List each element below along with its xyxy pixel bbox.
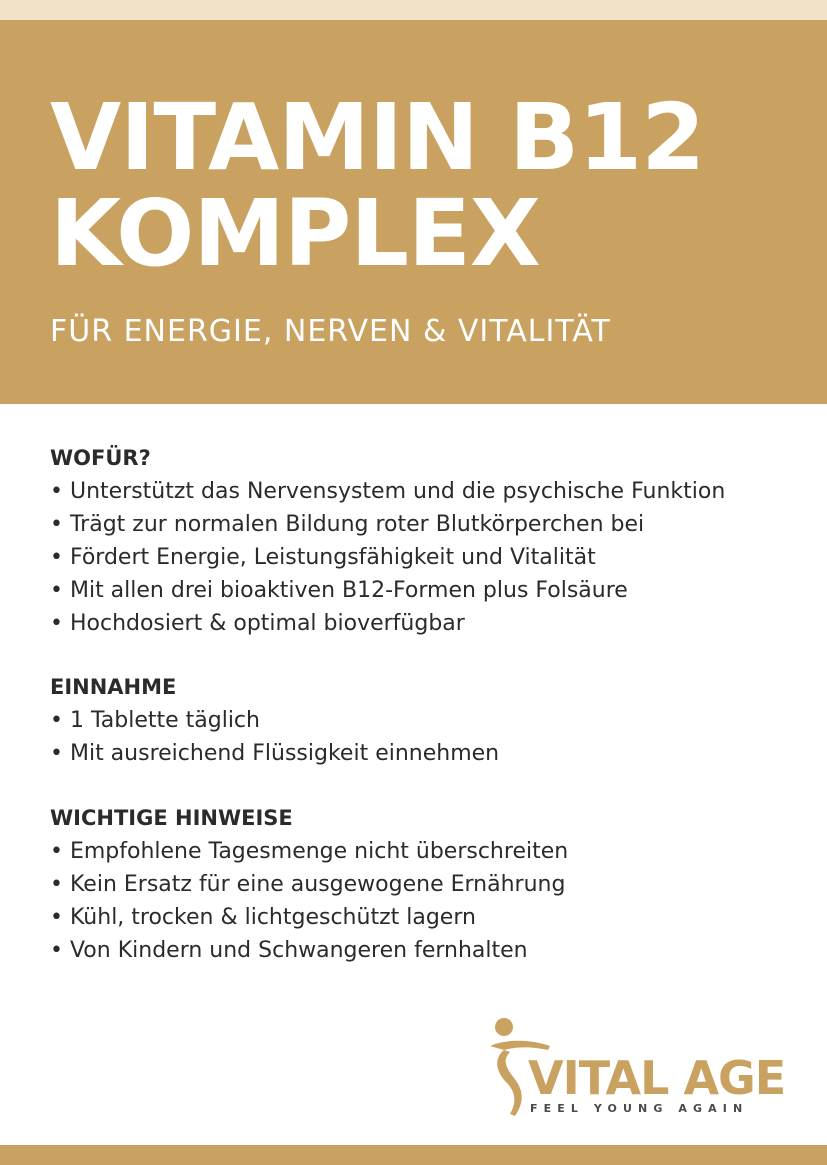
list-item: • Kühl, trocken & lichtgeschützt lagern [50, 905, 476, 930]
brand-logo [488, 1016, 788, 1120]
section-heading: WOFÜR? [50, 446, 151, 470]
section-heading: EINNAHME [50, 675, 177, 699]
top-accent-strip [0, 0, 827, 20]
list-item: • Unterstützt das Nervensystem und die psychische Funktion [50, 479, 726, 504]
section-purpose [50, 444, 810, 640]
bullet-list [50, 835, 810, 967]
product-title-line-2: KOMPLEX [50, 180, 540, 287]
list-item: • Empfohlene Tagesmenge nicht überschreiten [50, 839, 569, 864]
list-item: • Von Kindern und Schwangeren fernhalten [50, 938, 528, 963]
list-item: • Hochdosiert & optimal bioverfügbar [50, 611, 465, 636]
section-heading: WICHTIGE HINWEISE [50, 806, 293, 830]
list-item: • Fördert Energie, Leistungsfähigkeit und Vitalität [50, 545, 596, 570]
list-item: • Mit allen drei bioaktiven B12-Formen plus Folsäure [50, 578, 628, 603]
product-subtitle: FÜR ENERGIE, NERVEN & VITALITÄT [50, 314, 611, 349]
logo-tagline: FEEL YOUNG AGAIN [530, 1102, 749, 1115]
section-notes [50, 804, 810, 967]
list-item: • Trägt zur normalen Bildung roter Blutkörperchen bei [50, 512, 645, 537]
logo-wordmark: VITAL AGE [528, 1051, 786, 1105]
bullet-list [50, 704, 810, 770]
bullet-list [50, 475, 810, 640]
product-title-line-1: VITAMIN B12 [50, 84, 705, 191]
bottom-accent-strip [0, 1145, 827, 1165]
list-item: • Kein Ersatz für eine ausgewogene Ernährung [50, 872, 566, 897]
list-item: • Mit ausreichend Flüssigkeit einnehmen [50, 741, 500, 766]
section-intake [50, 673, 810, 770]
list-item: • 1 Tablette täglich [50, 708, 260, 733]
